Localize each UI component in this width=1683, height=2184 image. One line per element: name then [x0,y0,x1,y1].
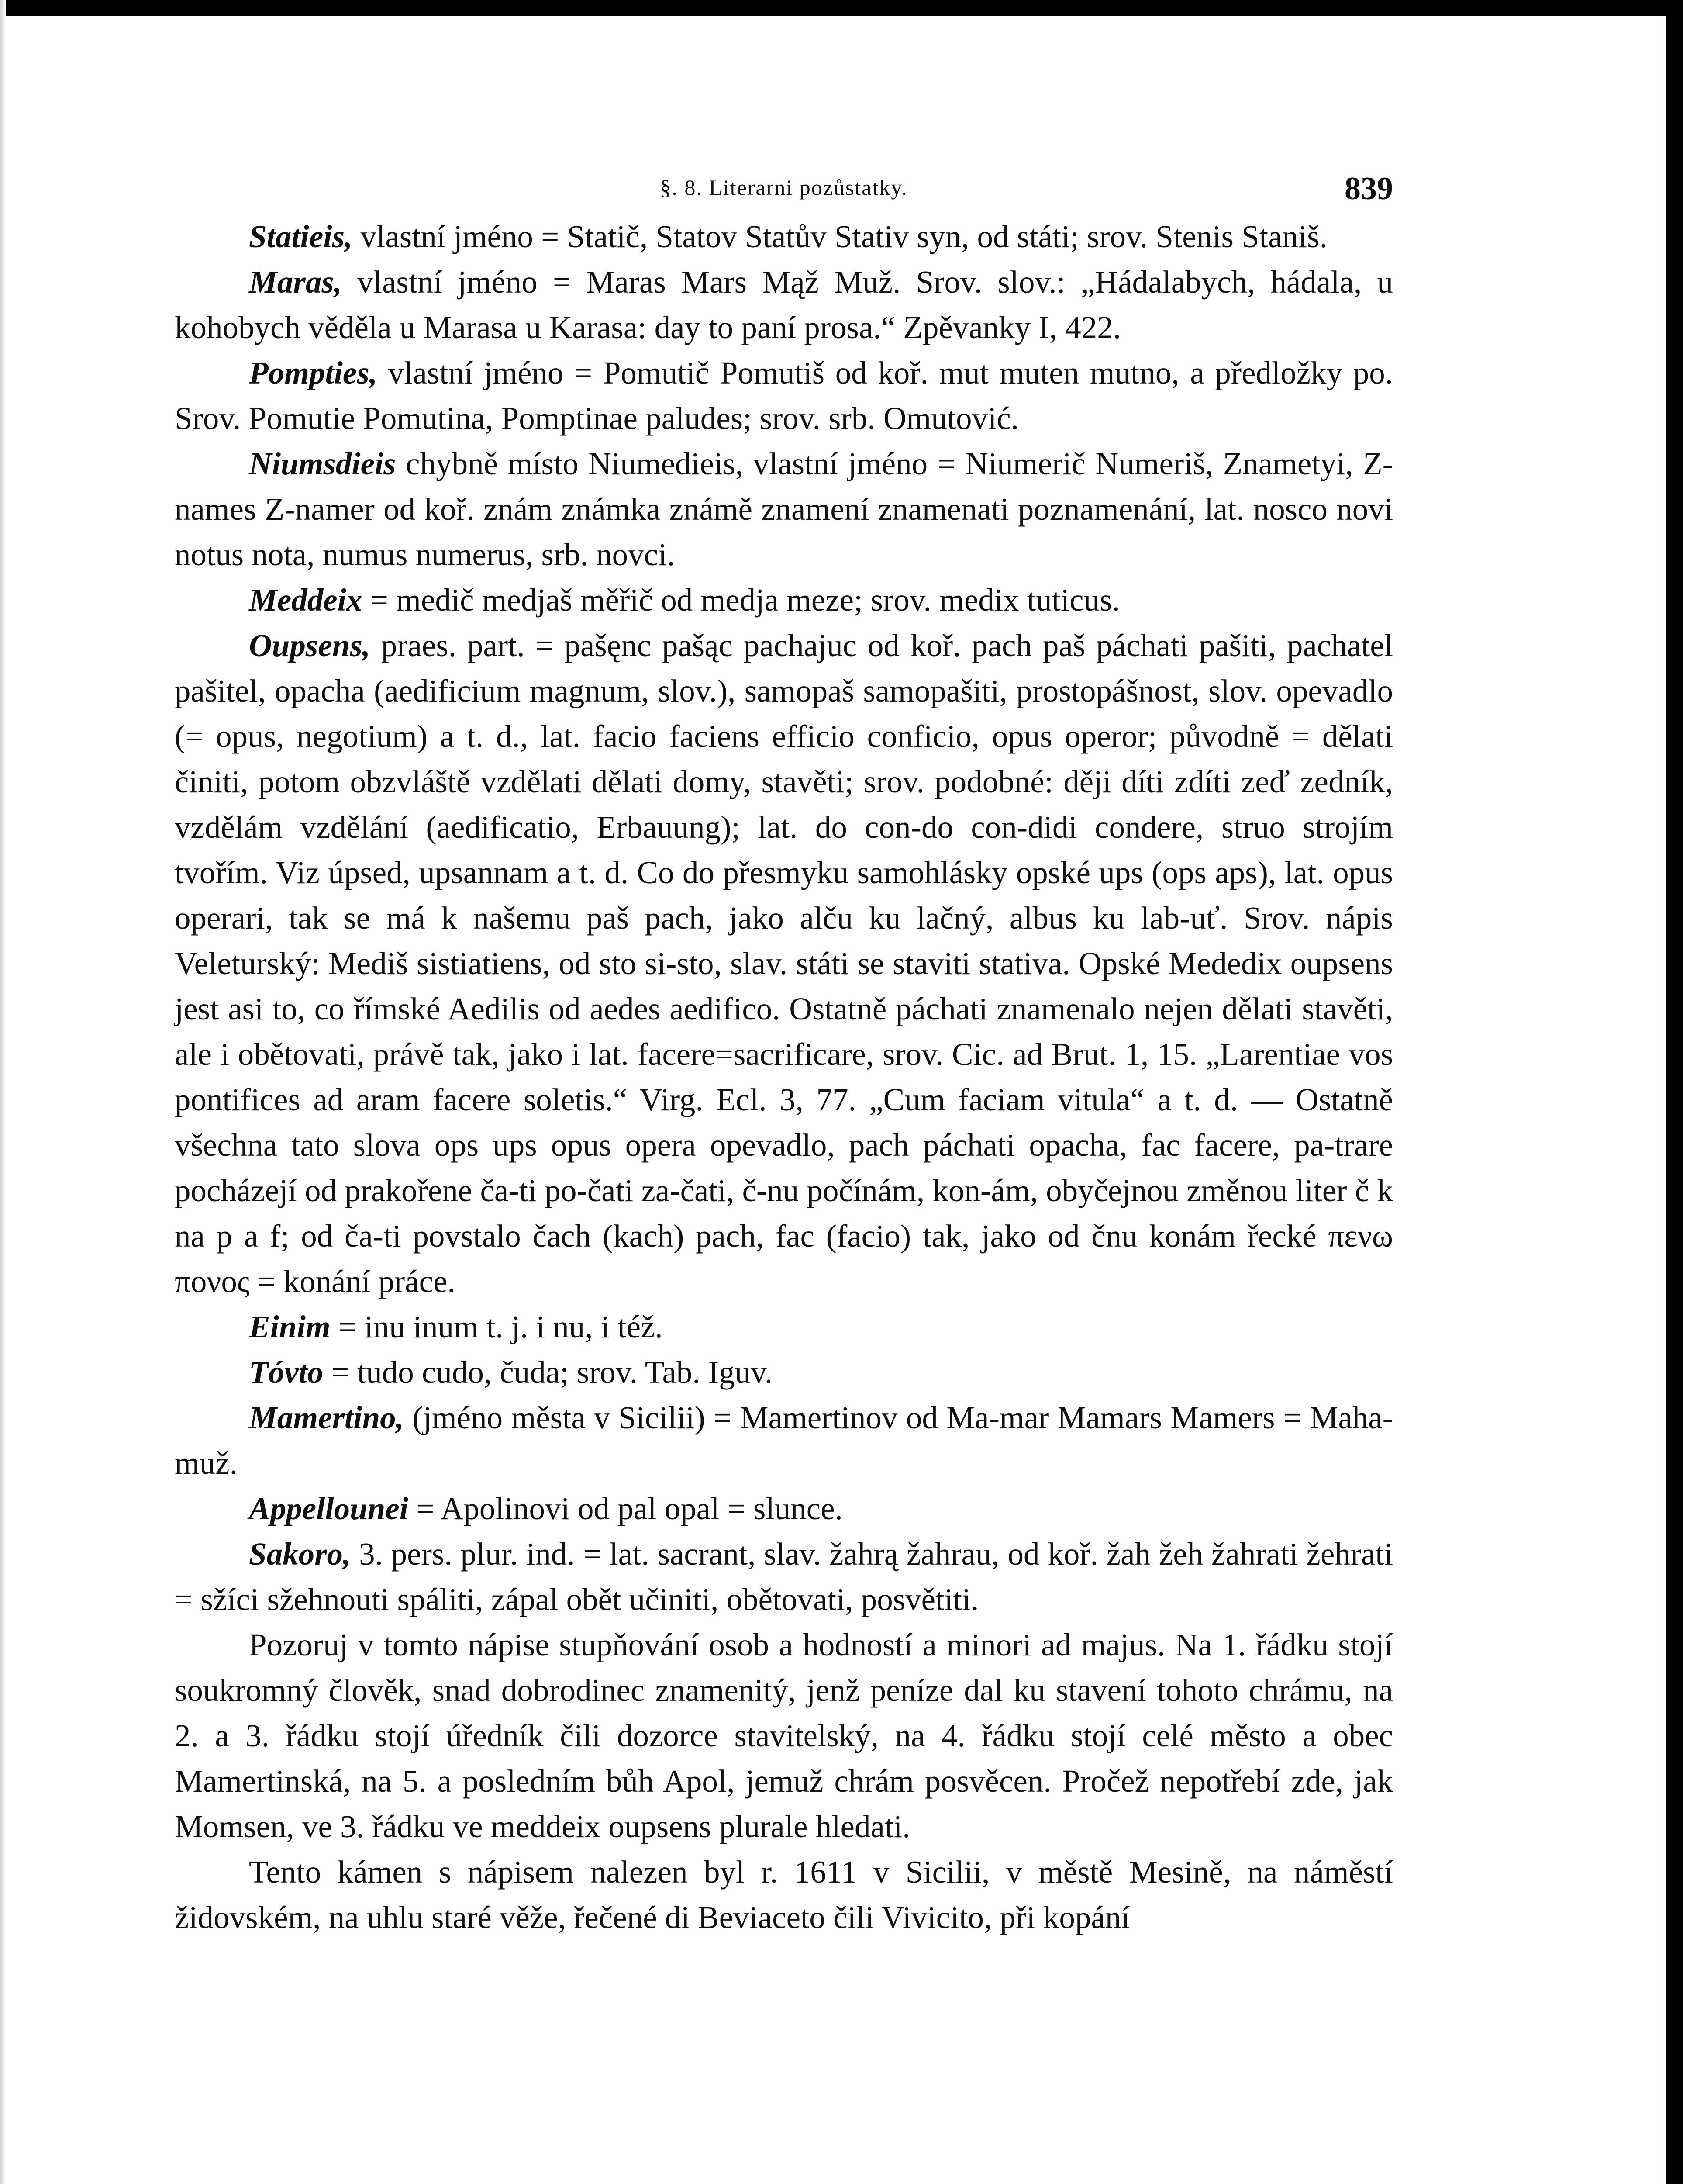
paragraph-text: Tento kámen s nápisem nalezen byl r. 1611 v Sicilii, v městě Mesině, na náměstí židovském, na uhlu staré věže, řečené di Beviaceto čili Vivicito, při kopání [175,1854,1393,1935]
book-page [175,166,1393,1940]
paragraph-text: vlastní jméno = Pomutič Pomutiš od koř. mut muten mutno, a předložky po. Srov. Pomutie Pomutina, Pomptinae paludes; srov. srb. Omutović. [175,355,1393,436]
term: Sakoro, [249,1536,351,1572]
term: Mamertino, [249,1400,404,1435]
paragraph-statieis [175,214,1393,259]
term: Appellounei [249,1491,409,1526]
paragraph-maras [175,259,1393,350]
paragraph-text: = medič medjaš měřič od medja meze; srov. medix tuticus. [362,582,1120,618]
page-number: 839 [1345,171,1393,207]
term: Pomptiеs, [249,355,377,390]
paragraph-pozoruj [175,1622,1393,1849]
paragraph-text: = inu inum t. j. i nu, i též. [330,1309,663,1344]
paragraph-text: (jméno města v Sicilii) = Mamertinov od Ma-mar Mamars Mamers = Maha-muž. [175,1400,1393,1481]
paragraph-text: Pozoruj v tomto nápise stupňování osob a hodností a minori ad majus. Na 1. řádku stojí soukromný člověk, snad dobrodinec znamenitý, jenž peníze dal ku stavení tohoto chrámu, na 2. a 3. řádku stojí úředník čili dozorce stavitelský, na 4. řádku stojí celé město a obec Mamertinská, na 5. a posledním bůh Apol, jemuž chrám posvěcen. Pročež nepotřebí zde, jak Momsen, ve 3. řádku ve meddeix oupsens plurale hledati. [175,1627,1393,1844]
paragraph-text: = Apolinovi od pal opal = slunce. [408,1491,843,1526]
scan-border-top [0,0,1683,16]
running-title: §. 8. Literarni pozůstatky. [660,175,908,200]
paragraph-tento-kamen [175,1849,1393,1940]
paragraph-text: vlastní jméno = Statič, Statov Statův Stativ syn, od státi; srov. Stenis Staniš. [352,219,1328,254]
page-body [175,214,1393,1940]
paragraph-text: praes. part. = pašęnc pašąc pachajuc od koř. pach paš páchati pašiti, pachatel pašitel, opacha (aedificium magnum, slov.), samopaš samopašiti, prostopášnost, slov. opevadlo (= opus, negotium) a t. d., lat. facio faciens efficio conficio, opus operor; původně = dělati činiti, potom obzvláště vzdělati dělati domy, stavěti; srov. podobné: ději díti zdíti zeď zedník, vzdělám vzdělání (aedificatio, Erbauung); lat. do con-do con-didi condere, struo strojím tvořím. Viz úpsed, upsannam a t. d. Co do přesmyku samohlásky opské ups (ops aps), lat. opus operari, tak se má k našemu paš pach, jako alču ku lačný, albus ku lab-uť. Srov. nápis Veleturský: Mediš sistiatiens, od sto si-sto, slav. státi se staviti stativa. Opské Mededix oupsens jest asi to, co římské Aedilis od aedes aedifico. Ostatně páchati znamenalo nejen dělati stavěti, ale i obětovati, právě tak, jako i lat. facere=sacrificare, srov. Cic. ad Brut. 1, 15. „Larentiae vos pontifices ad aram facere soletis.“ Virg. Ecl. 3, 77. „Cum faciam vitula“ a t. d. — Ostatně všechna tato slova ops ups opus opera opevadlo, pach páchati opacha, fac facere, pa-trare pocházejí od prakořene ča-ti po-čati za-čati, č-nu počínám, kon-ám, obyčejnou změnou liter č k na p a f; od ča-ti povstalo čach (kach) pach, fac (facio) tak, jako od čnu konám řecké πενω πονος = konání práce. [175,628,1393,1299]
paragraph-text: vlastní jméno = Maras Mars Mąž Muž. Srov. slov.: „Hádalabych, hádala, u kohobych věděla u Marasa u Karasa: day to paní prosa.“ Zpěvanky I, 422. [175,264,1393,345]
term: Tóvto [249,1355,324,1390]
paragraph-mamertino [175,1395,1393,1486]
term: Meddeix [249,582,362,618]
paragraph-text: = tudo cudo, čuda; srov. Tab. Iguv. [323,1355,773,1390]
term: Maras, [249,264,342,300]
term: Statieis, [249,219,353,254]
paragraph-text: chybně místo Niumedieis, vlastní jméno = Niumerič Numeriš, Znametyi, Z-names Z-namer od koř. znám známka známě znamení znamenati poznamenání, lat. nosco novi notus nota, numus numerus, srb. novci. [175,446,1393,572]
term: Niumsdieis [249,446,396,481]
scan-shadow-left [0,0,6,2184]
paragraph-niumsdieis [175,441,1393,577]
paragraph-meddeix [175,577,1393,623]
paragraph-text: 3. pers. plur. ind. = lat. sacrant, slav. žahrą žahrau, od koř. žah žeh žahrati žehrati = sžíci sžehnouti spáliti, zápal obět učiniti, obětovati, posvětiti. [175,1536,1393,1617]
paragraph-appellounei [175,1486,1393,1531]
page-header [175,166,1393,214]
scan-border-right [1666,0,1683,2184]
paragraph-einim [175,1304,1393,1350]
term: Einim [249,1309,331,1344]
paragraph-pompties [175,350,1393,441]
paragraph-oupsens [175,623,1393,1304]
term: Oupsens, [249,628,370,663]
paragraph-sakoro [175,1531,1393,1622]
paragraph-tovto [175,1350,1393,1395]
